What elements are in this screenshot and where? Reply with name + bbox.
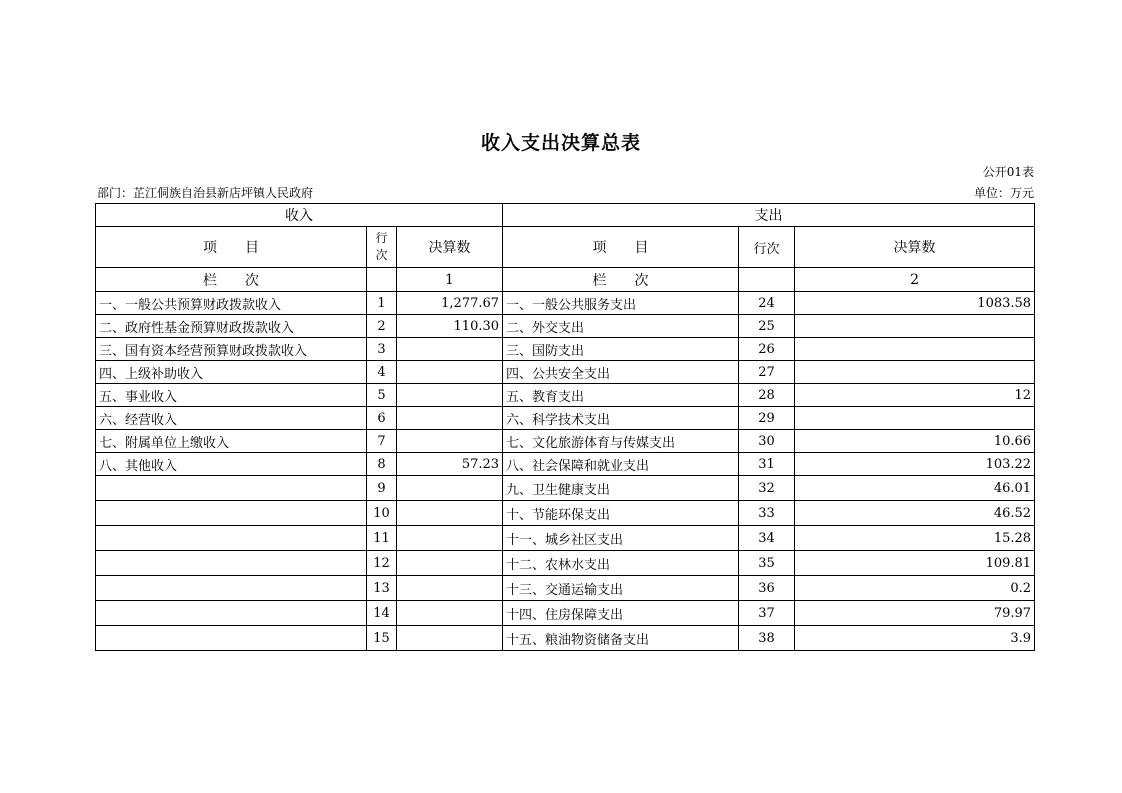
income-line-cell: 2 (367, 315, 397, 338)
expense-line-cell: 28 (739, 384, 795, 407)
income-line-cell: 9 (367, 476, 397, 501)
expense-item-cell: 四、公共安全支出 (503, 361, 739, 384)
income-header: 收入 (96, 204, 503, 227)
expense-column-index: 2 (795, 268, 1035, 292)
table-row (96, 626, 1035, 651)
income-amount-cell (397, 338, 503, 361)
expense-amount-cell: 15.28 (795, 526, 1035, 551)
income-line-cell: 12 (367, 551, 397, 576)
income-amount-cell (397, 526, 503, 551)
income-line-cell: 1 (367, 292, 397, 315)
income-item-cell (96, 626, 367, 651)
expense-item-cell: 七、文化旅游体育与传媒支出 (503, 430, 739, 453)
table-row (96, 430, 1035, 453)
income-line-cell: 8 (367, 453, 397, 476)
expense-column-label: 栏 次 (503, 268, 739, 292)
income-item-cell: 一、一般公共预算财政拨款收入 (96, 292, 367, 315)
table-row (96, 476, 1035, 501)
income-item-cell (96, 601, 367, 626)
income-line-cell: 4 (367, 361, 397, 384)
expense-item-cell: 二、外交支出 (503, 315, 739, 338)
income-item-cell: 三、国有资本经营预算财政拨款收入 (96, 338, 367, 361)
section-header-row (96, 204, 1035, 227)
income-amount-cell (397, 384, 503, 407)
table-row (96, 315, 1035, 338)
column-index-row (96, 268, 1035, 292)
expense-amount-header: 决算数 (795, 227, 1035, 268)
income-item-cell (96, 576, 367, 601)
table-row (96, 551, 1035, 576)
income-amount-cell (397, 501, 503, 526)
expense-amount-cell: 103.22 (795, 453, 1035, 476)
income-amount-cell: 1,277.67 (397, 292, 503, 315)
income-amount-cell (397, 626, 503, 651)
income-line-cell: 6 (367, 407, 397, 430)
expense-line-no-header: 行次 (739, 227, 795, 268)
expense-item-cell: 十五、粮油物资储备支出 (503, 626, 739, 651)
expense-amount-cell: 109.81 (795, 551, 1035, 576)
income-item-cell: 六、经营收入 (96, 407, 367, 430)
expense-item-cell: 九、卫生健康支出 (503, 476, 739, 501)
expense-line-cell: 36 (739, 576, 795, 601)
expense-amount-cell (795, 407, 1035, 430)
department-label: 部门：芷江侗族自治县新店坪镇人民政府 (97, 186, 314, 200)
expense-header: 支出 (503, 204, 1035, 227)
income-line-no-header (367, 227, 397, 268)
expense-item-cell: 一、一般公共服务支出 (503, 292, 739, 315)
expense-amount-cell (795, 361, 1035, 384)
expense-line-cell: 33 (739, 501, 795, 526)
page-title: 收入支出决算总表 (480, 132, 641, 154)
income-line-cell: 5 (367, 384, 397, 407)
income-amount-cell (397, 476, 503, 501)
expense-item-cell: 三、国防支出 (503, 338, 739, 361)
income-line-cell: 3 (367, 338, 397, 361)
expense-amount-cell: 3.9 (795, 626, 1035, 651)
income-line-cell: 10 (367, 501, 397, 526)
table-row (96, 601, 1035, 626)
table-row (96, 292, 1035, 315)
expense-line-cell: 26 (739, 338, 795, 361)
expense-amount-cell: 79.97 (795, 601, 1035, 626)
expense-amount-cell: 10.66 (795, 430, 1035, 453)
empty-cell (739, 268, 795, 292)
line-no-top: 行 (375, 231, 388, 245)
income-item-cell: 二、政府性基金预算财政拨款收入 (96, 315, 367, 338)
table-row (96, 526, 1035, 551)
expense-amount-cell (795, 315, 1035, 338)
budget-table (95, 203, 1035, 651)
column-header-row (96, 227, 1035, 268)
income-amount-header: 决算数 (397, 227, 503, 268)
expense-amount-cell: 12 (795, 384, 1035, 407)
expense-item-header: 项 目 (503, 227, 739, 268)
expense-line-cell: 38 (739, 626, 795, 651)
expense-line-cell: 31 (739, 453, 795, 476)
income-item-cell: 七、附属单位上缴收入 (96, 430, 367, 453)
income-amount-cell (397, 601, 503, 626)
expense-line-cell: 25 (739, 315, 795, 338)
income-item-cell (96, 526, 367, 551)
expense-line-cell: 37 (739, 601, 795, 626)
table-row (96, 338, 1035, 361)
income-line-cell: 14 (367, 601, 397, 626)
income-item-header: 项 目 (96, 227, 367, 268)
income-line-cell: 15 (367, 626, 397, 651)
income-line-cell: 11 (367, 526, 397, 551)
income-amount-cell (397, 430, 503, 453)
expense-item-cell: 六、科学技术支出 (503, 407, 739, 430)
income-amount-cell (397, 576, 503, 601)
income-amount-cell: 110.30 (397, 315, 503, 338)
expense-amount-cell: 0.2 (795, 576, 1035, 601)
table-row (96, 384, 1035, 407)
expense-line-cell: 35 (739, 551, 795, 576)
income-item-cell (96, 501, 367, 526)
expense-item-cell: 八、社会保障和就业支出 (503, 453, 739, 476)
income-column-label: 栏 次 (96, 268, 367, 292)
income-line-cell: 7 (367, 430, 397, 453)
expense-amount-cell (795, 338, 1035, 361)
table-row (96, 361, 1035, 384)
expense-line-cell: 34 (739, 526, 795, 551)
expense-line-cell: 30 (739, 430, 795, 453)
expense-item-cell: 十四、住房保障支出 (503, 601, 739, 626)
income-column-index: 1 (397, 268, 503, 292)
expense-line-cell: 29 (739, 407, 795, 430)
expense-item-cell: 五、教育支出 (503, 384, 739, 407)
expense-line-cell: 24 (739, 292, 795, 315)
expense-item-cell: 十、节能环保支出 (503, 501, 739, 526)
income-item-cell: 四、上级补助收入 (96, 361, 367, 384)
table-row (96, 453, 1035, 476)
expense-item-cell: 十二、农林水支出 (503, 551, 739, 576)
table-row (96, 576, 1035, 601)
income-amount-cell (397, 551, 503, 576)
income-amount-cell: 57.23 (397, 453, 503, 476)
income-item-cell: 八、其他收入 (96, 453, 367, 476)
line-no-bottom: 次 (375, 248, 388, 262)
expense-amount-cell: 46.01 (795, 476, 1035, 501)
income-amount-cell (397, 407, 503, 430)
income-line-cell: 13 (367, 576, 397, 601)
expense-amount-cell: 1083.58 (795, 292, 1035, 315)
income-item-cell (96, 551, 367, 576)
table-row (96, 407, 1035, 430)
unit-label: 单位：万元 (973, 186, 1034, 200)
expense-amount-cell: 46.52 (795, 501, 1035, 526)
form-number: 公开01表 (982, 165, 1034, 179)
expense-line-cell: 27 (739, 361, 795, 384)
income-item-cell (96, 476, 367, 501)
expense-item-cell: 十三、交通运输支出 (503, 576, 739, 601)
table-row (96, 501, 1035, 526)
expense-line-cell: 32 (739, 476, 795, 501)
income-item-cell: 五、事业收入 (96, 384, 367, 407)
empty-cell (367, 268, 397, 292)
expense-item-cell: 十一、城乡社区支出 (503, 526, 739, 551)
income-amount-cell (397, 361, 503, 384)
